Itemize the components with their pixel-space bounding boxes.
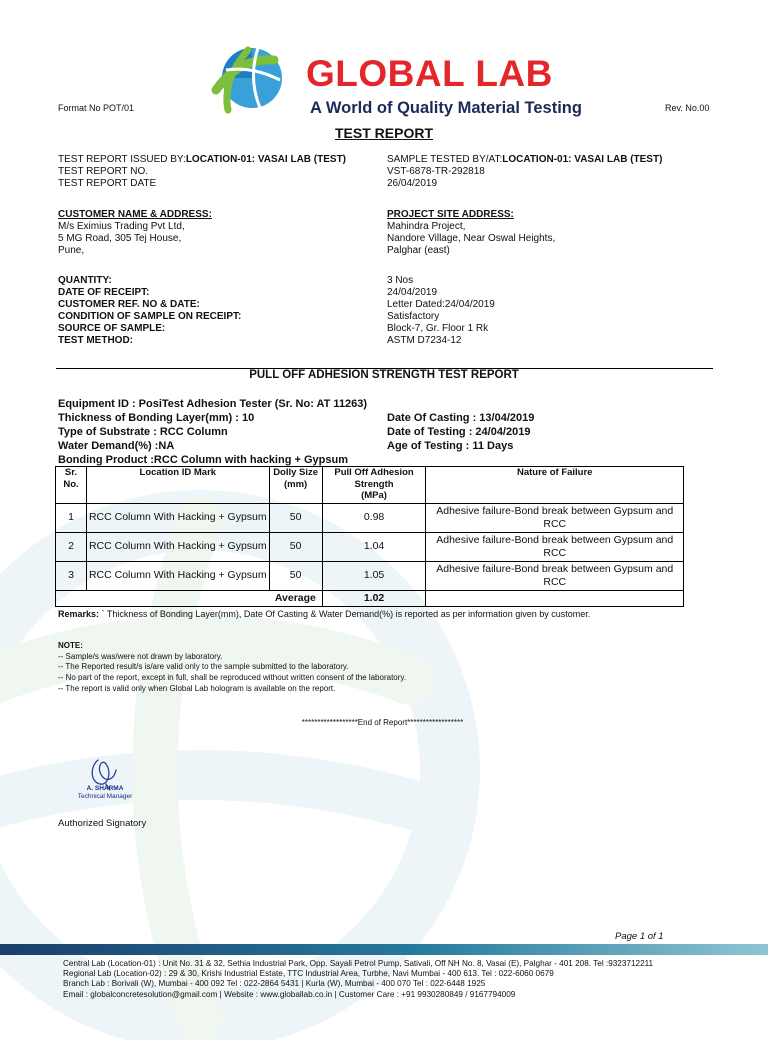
- project-site-line-1: Mahindra Project,: [387, 221, 466, 232]
- customer-line-3: Pune,: [58, 245, 85, 256]
- table-row: [56, 562, 684, 591]
- authorized-signatory: Authorized Signatory: [58, 818, 147, 829]
- project-site-line-3: Palghar (east): [387, 245, 450, 256]
- cell-dolly: 50: [269, 562, 322, 591]
- header-failure: Nature of Failure: [426, 467, 684, 504]
- footer-line: Regional Lab (Location-02) : 29 & 30, Krishi Industrial Estate, TTC Industrial Area, Turbhe, Navi Mumbai - 400 613. Tel : 022-6060 0679: [63, 969, 554, 979]
- customer-label: CUSTOMER NAME & ADDRESS:: [58, 209, 212, 220]
- equipment-id: Equipment ID : PosiTest Adhesion Tester (Sr. No: AT 11263): [58, 398, 368, 410]
- table-row: [56, 504, 684, 533]
- footer-line: Central Lab (Location-01) : Unit No. 31 & 32, Sethia Industrial Park, Opp. Sayali Petrol Pump, Sativali, Off NH No. 8, Vasai (E), Palghar - 401 208. Tel :9323712211: [63, 959, 654, 968]
- notes: [58, 641, 406, 695]
- report-date-value: 26/04/2019: [387, 178, 438, 189]
- cell-location: RCC Column With Hacking + Gypsum: [86, 562, 269, 591]
- receipt-date-value: 24/04/2019: [387, 287, 438, 298]
- logo: [208, 40, 582, 120]
- average-label: Average: [269, 591, 322, 607]
- report-no-label: TEST REPORT NO.: [58, 166, 149, 177]
- cell-location: RCC Column With Hacking + Gypsum: [86, 533, 269, 562]
- cell-sr: 1: [56, 504, 87, 533]
- footer-band: [0, 944, 768, 955]
- test-method-label: TEST METHOD:: [58, 335, 133, 346]
- globe-logo-icon: [208, 40, 292, 120]
- cell-strength: 1.04: [322, 533, 426, 562]
- format-number: Format No POT/01: [58, 103, 135, 113]
- signatory-designation: Technical Manager: [77, 793, 133, 800]
- results-table: [55, 466, 684, 607]
- receipt-date-label: DATE OF RECEIPT:: [58, 287, 150, 298]
- cell-dolly: 50: [269, 533, 322, 562]
- remarks-text: ` Thickness of Bonding Layer(mm), Date Of Casting & Water Demand(%) is reported as per information given by customer.: [99, 609, 591, 619]
- header-location: Location ID Mark: [86, 467, 269, 504]
- bonding-thickness: Thickness of Bonding Layer(mm) : 10: [58, 412, 255, 424]
- customer-line-2: 5 MG Road, 305 Tej House,: [58, 233, 182, 244]
- page-number: Page 1 of 1: [615, 931, 664, 942]
- revision-number: Rev. No.00: [665, 103, 710, 113]
- cell-location: RCC Column With Hacking + Gypsum: [86, 504, 269, 533]
- header-sr-no: Sr. No.: [56, 467, 87, 504]
- table-average-row: [56, 591, 684, 607]
- note-item: -- The report is valid only when Global Lab hologram is available on the report.: [58, 683, 336, 693]
- page-title: TEST REPORT: [334, 125, 433, 141]
- header-dolly-size: Dolly Size (mm): [269, 467, 322, 504]
- cell-sr: 2: [56, 533, 87, 562]
- table-row: [56, 533, 684, 562]
- cell-failure: Adhesive failure-Bond break between Gypsum and RCC: [426, 504, 684, 533]
- note-item: -- The Reported result/s is/are valid only to the sample submitted to the laboratory.: [58, 662, 349, 672]
- source-label: SOURCE OF SAMPLE:: [58, 323, 166, 334]
- customer-ref-label: CUSTOMER REF. NO & DATE:: [58, 299, 200, 310]
- test-method-value: ASTM D7234-12: [387, 335, 462, 346]
- cell-failure: Adhesive failure-Bond break between Gypsum and RCC: [426, 533, 684, 562]
- end-of-report: ******************End of Report******************: [301, 718, 464, 727]
- average-value: 1.02: [322, 591, 426, 607]
- source-value: Block-7, Gr. Floor 1 Rk: [387, 323, 489, 334]
- water-demand: Water Demand(%) :NA: [58, 440, 175, 452]
- signatory-name: A. SHARMA: [86, 785, 124, 792]
- cell-dolly: 50: [269, 504, 322, 533]
- brand-name: GLOBAL LAB: [306, 53, 553, 94]
- remarks-label: Remarks:: [58, 609, 100, 619]
- footer-addresses: [63, 959, 653, 1000]
- condition-label: CONDITION OF SAMPLE ON RECEIPT:: [58, 311, 242, 322]
- cell-failure: Adhesive failure-Bond break between Gypsum and RCC: [426, 562, 684, 591]
- tested-at-label: SAMPLE TESTED BY/AT:: [387, 154, 503, 165]
- note-item: -- No part of the report, except in full, shall be reproduced without written consent of the laboratory.: [58, 673, 407, 683]
- customer-ref-value: Letter Dated:24/04/2019: [387, 299, 495, 310]
- cell-strength: 0.98: [322, 504, 426, 533]
- project-site-line-2: Nandore Village, Near Oswal Heights,: [387, 233, 556, 244]
- date-of-casting: Date Of Casting : 13/04/2019: [387, 412, 535, 424]
- header-pull-off-strength: Pull Off Adhesion Strength (MPa): [322, 467, 426, 504]
- brand-tagline: A World of Quality Material Testing: [310, 99, 582, 117]
- tested-at-row: [387, 154, 662, 166]
- condition-value: Satisfactory: [387, 311, 440, 322]
- issued-by-value: LOCATION-01: VASAI LAB (TEST): [185, 154, 347, 165]
- quantity-value: 3 Nos: [387, 275, 414, 286]
- note-label: NOTE:: [58, 641, 83, 650]
- section-title: PULL OFF ADHESION STRENGTH TEST REPORT: [249, 369, 519, 381]
- date-of-testing: Date of Testing : 24/04/2019: [387, 426, 531, 438]
- bonding-product: Bonding Product :RCC Column with hacking + Gypsum: [58, 454, 348, 466]
- issued-by-row: [58, 154, 346, 166]
- report-date-label: TEST REPORT DATE: [58, 178, 157, 189]
- signatory-block: [70, 785, 140, 801]
- issued-by-label: TEST REPORT ISSUED BY:: [58, 154, 186, 165]
- cell-sr: 3: [56, 562, 87, 591]
- customer-line-1: M/s Eximius Trading Pvt Ltd,: [58, 221, 185, 232]
- tested-at-value: LOCATION-01: VASAI LAB (TEST): [502, 154, 663, 165]
- footer-line: Branch Lab : Borivali (W), Mumbai - 400 092 Tel : 022-2864 5431 | Kurla (W), Mumbai - 400 070 Tel : 022-6448 1925: [63, 979, 486, 989]
- substrate-type: Type of Substrate : RCC Column: [58, 426, 228, 438]
- table-header-row: [56, 467, 684, 504]
- age-of-testing: Age of Testing : 11 Days: [387, 440, 514, 452]
- project-site-label: PROJECT SITE ADDRESS:: [387, 209, 514, 220]
- cell-strength: 1.05: [322, 562, 426, 591]
- note-item: -- Sample/s was/were not drawn by laboratory.: [58, 651, 223, 661]
- quantity-label: QUANTITY:: [58, 275, 112, 286]
- remarks: [58, 609, 590, 619]
- footer-line: Email : globalconcretesolution@gmail.com | Website : www.globallab.co.in | Customer Care : +91 9930280849 / 9167794009: [63, 989, 516, 999]
- report-no-value: VST-6878-TR-292818: [387, 166, 485, 177]
